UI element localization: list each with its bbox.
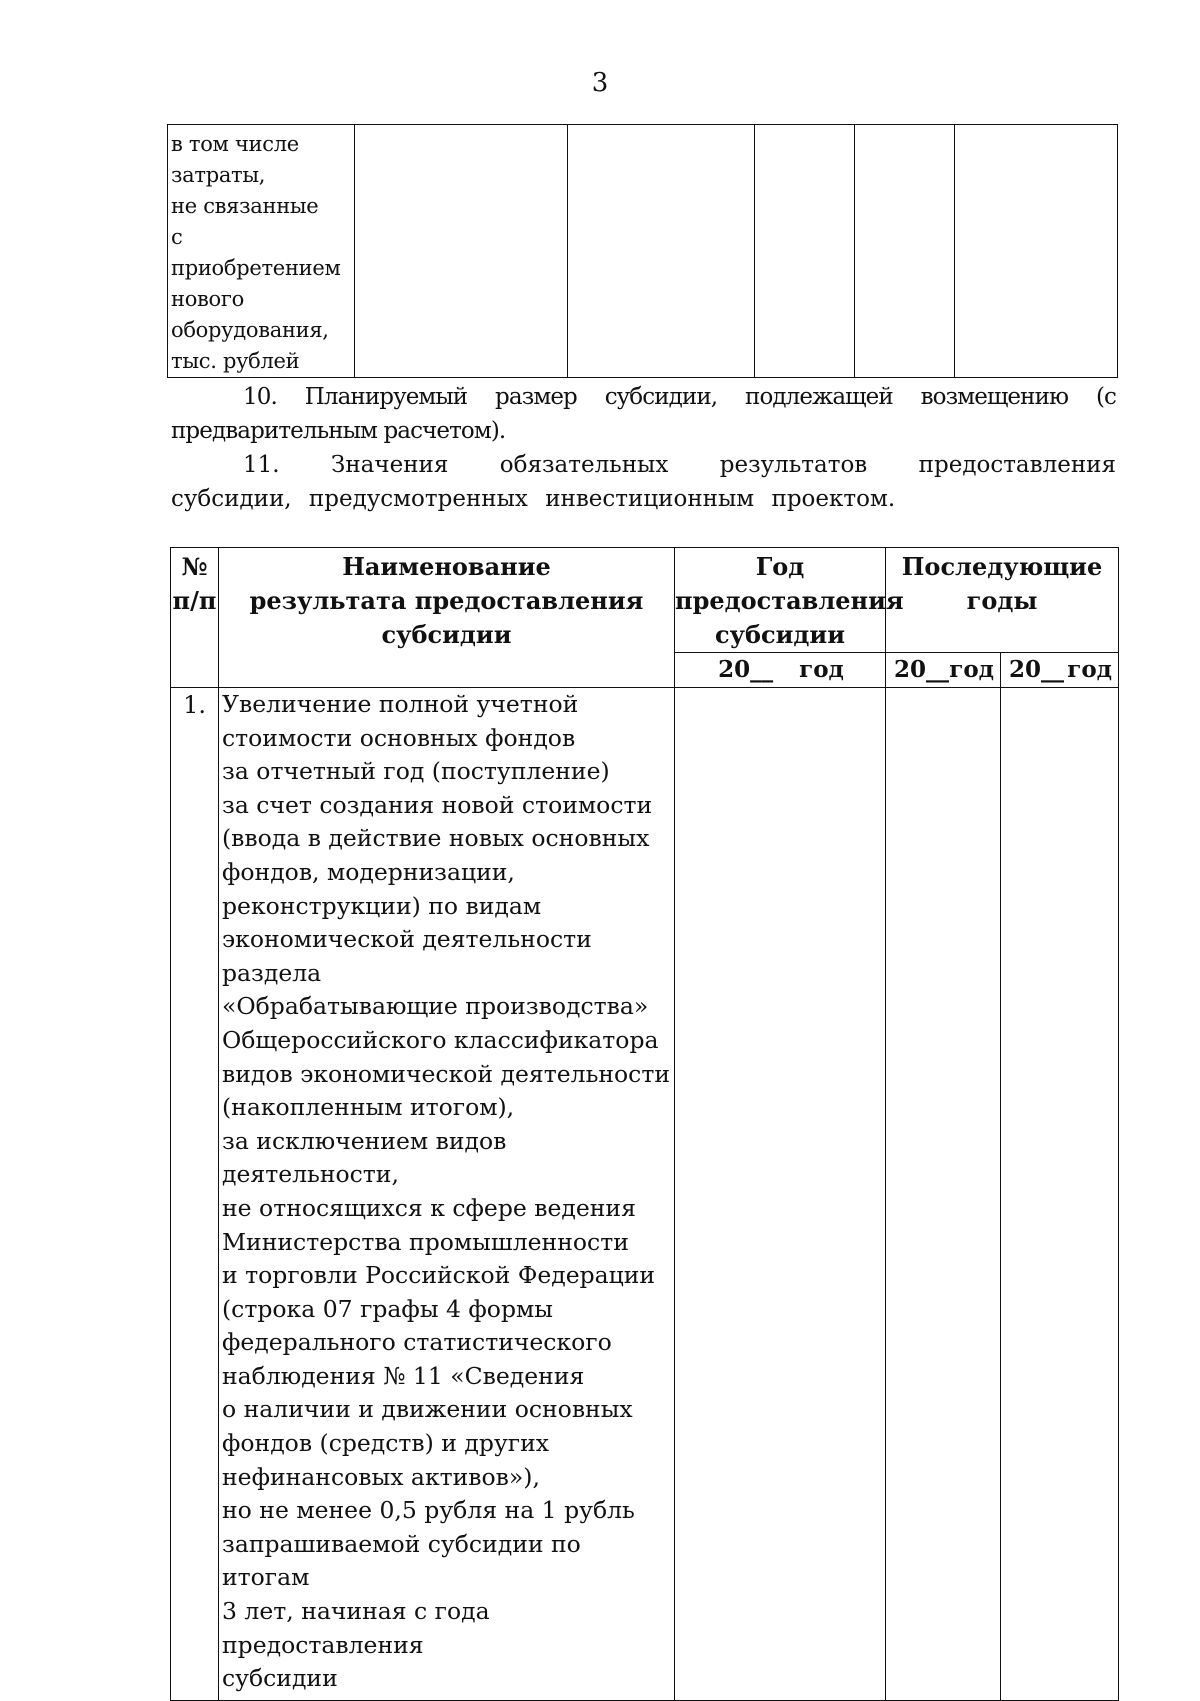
year-label <box>886 653 1001 688</box>
empty-cell <box>568 125 755 378</box>
cost-table-fragment <box>167 124 1118 378</box>
table-row <box>168 125 1118 378</box>
paragraph-11: 11. Значения обязательных результатов предоставления субсидии, предусмотренных инвестиционным проектом. <box>171 452 1116 512</box>
empty-cell <box>955 125 1118 378</box>
empty-cell <box>755 125 855 378</box>
year-label <box>1001 653 1119 688</box>
table-row <box>171 688 1119 1701</box>
empty-cell <box>855 125 955 378</box>
year-suffix: год <box>799 656 844 683</box>
table-header-row <box>171 548 1119 653</box>
empty-cell <box>355 125 568 378</box>
year-prefix: 20__ <box>894 656 950 683</box>
year-label <box>675 653 886 688</box>
empty-cell <box>886 688 1001 1701</box>
empty-cell <box>1001 688 1119 1701</box>
col-header-num: № п/п <box>171 548 219 688</box>
year-prefix: 20__ <box>718 656 774 683</box>
page-number: 3 <box>591 68 609 98</box>
results-table <box>170 547 1119 1701</box>
result-description: Увеличение полной учетной стоимости основных фондов за отчетный год (поступление) за счет создания новой стоимости (ввода в действие новых основных фондов, модернизации, реконструкции) по видам экономической деятельности раздела «Обрабатывающие производства» Общероссийского классификатора видов экономической деятельности (накопленным итогом), за исключением видов деятельности, не относящихся к сфере ведения Министерства промышленности и торговли Российской Федерации (строка 07 графы 4 формы федерального статистического наблюдения № 11 «Сведения о наличии и движении основных фондов (средств) и других нефинансовых активов»), но не менее 0,5 рубля на 1 рубль запрашиваемой субсидии по итогам 3 лет, начиная с года предоставления субсидии <box>219 688 675 1701</box>
year-suffix: год <box>949 656 994 683</box>
row-number: 1. <box>171 688 219 1701</box>
paragraph-10: 10. Планируемый размер субсидии, подлежащей возмещению (с предварительным расчетом). <box>171 384 1116 444</box>
year-prefix: 20__ <box>1009 656 1065 683</box>
cost-row-label: в том числе затраты, не связанные с приобретением нового оборудования, тыс. рублей <box>168 125 355 378</box>
col-header-following-years: Последующие годы <box>886 548 1119 653</box>
col-header-name: Наименование результата предоставления субсидии <box>219 548 675 688</box>
empty-cell <box>675 688 886 1701</box>
year-suffix: год <box>1067 656 1113 683</box>
col-header-year: Год предоставления субсидии <box>675 548 886 653</box>
